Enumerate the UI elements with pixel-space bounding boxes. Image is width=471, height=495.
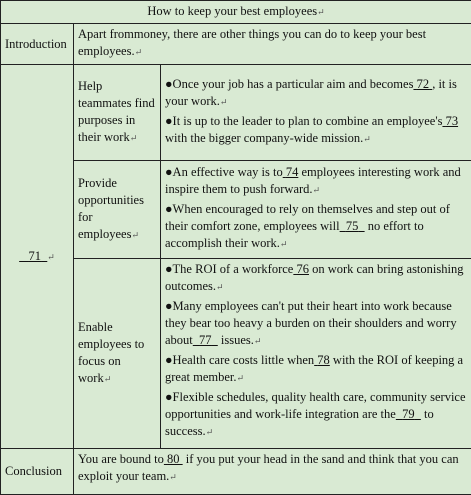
table-title: How to keep your best employees↵ xyxy=(1,1,471,24)
blank-77: 77 xyxy=(199,332,212,347)
conclusion-label-cell xyxy=(1,449,74,495)
bullet-item: ●When encouraged to rely on themselves and step out of their comfort zone, employees will 75 no effort to accomplish their work.↵ xyxy=(165,201,450,250)
blank-73: 73 xyxy=(445,113,459,128)
blank-72: 72 xyxy=(416,76,430,91)
bullet-item: ●Once your job has a particular aim and becomes 72 , it is your work.↵ xyxy=(165,76,457,108)
blank-75: 75 xyxy=(345,218,359,233)
intro-text-cell: Apart frommoney, there are other things you can do to keep your best employees.↵ xyxy=(74,24,471,65)
section-content-cell xyxy=(161,65,471,161)
section-label-cell: Enable employees to focus on work↵ xyxy=(74,258,161,448)
bullet-item: ●Many employees can't put their heart into work because they bear too heavy a burden on their shoulders and worry about 77 issues.↵ xyxy=(165,298,457,347)
bullet-item: ●The ROI of a workforce 76 on work can bring astonishing outcomes.↵ xyxy=(165,261,464,293)
title-text: How to keep your best employees xyxy=(147,4,318,19)
section-label: Provide opportunities for employees xyxy=(78,175,144,241)
bullet-item: ●Health care costs little when 78 with the ROI of keeping a great member.↵ xyxy=(165,352,464,384)
section-label-cell: Help teammates find purposes in their work↵ xyxy=(74,65,161,161)
intro-label: Introduction xyxy=(5,36,67,51)
section-content-cell xyxy=(161,160,471,258)
blank-74: 74 xyxy=(285,164,299,179)
section-label-cell: Provide opportunities for employees↵ xyxy=(74,160,161,258)
blank-71: 71 xyxy=(28,248,42,263)
bullet-item: ●An effective way is to 74 employees interesting work and inspire them to push forward.↵ xyxy=(165,164,461,196)
section-label: Help teammates find purposes in their work xyxy=(78,79,155,145)
group-blank-cell: 71 ↵ xyxy=(1,65,74,449)
conclusion-text-cell: You are bound to 80 if you put your head in the sand and think that you can exploit your team.↵ xyxy=(74,449,471,495)
bullet-item: ●It is up to the leader to plan to combine an employee's 73 with the bigger company-wide mission.↵ xyxy=(165,113,459,145)
intro-text: Apart frommoney, there are other things you can do to keep your best employees. xyxy=(78,27,427,59)
conclusion-label: Conclusion xyxy=(5,464,62,479)
blank-78: 78 xyxy=(317,352,330,367)
bullet-item: ●Flexible schedules, quality health care, community service opportunities and work-life integration are the 79 to success.↵ xyxy=(165,389,466,438)
section-label: Enable employees to focus on work xyxy=(78,319,145,385)
section-content-cell xyxy=(161,258,471,448)
blank-76: 76 xyxy=(296,261,309,276)
blank-79: 79 xyxy=(402,406,415,421)
intro-label-cell xyxy=(1,24,74,65)
blank-80: 80 xyxy=(167,452,180,467)
